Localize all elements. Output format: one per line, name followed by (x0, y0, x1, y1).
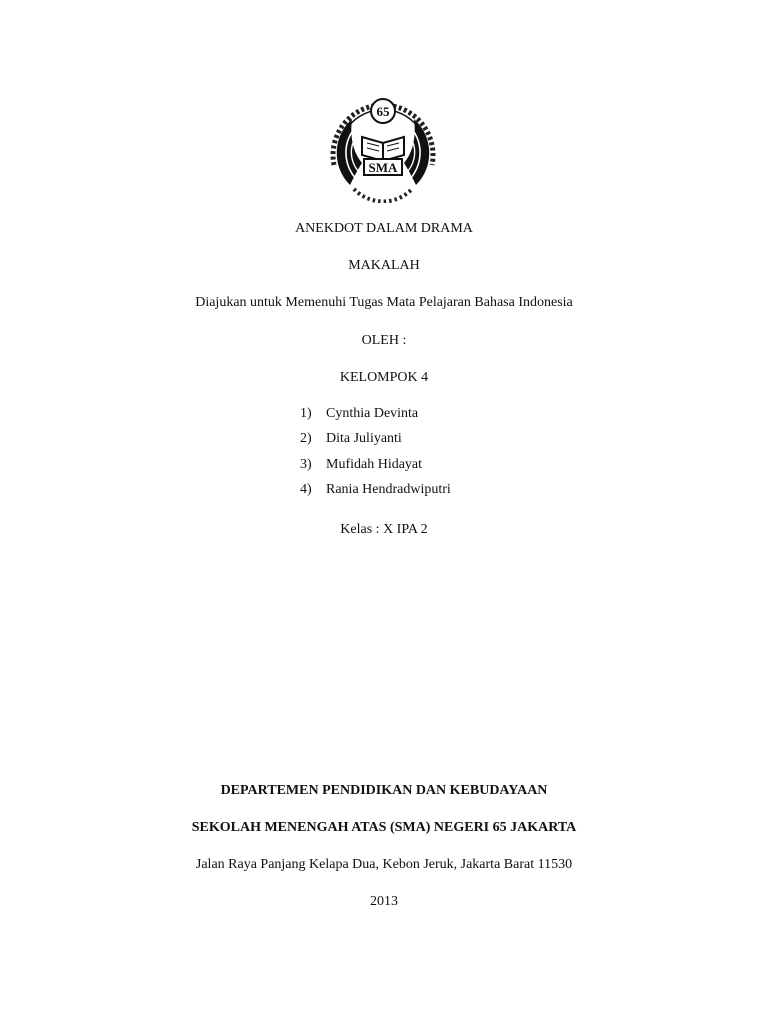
member-number: 1) (300, 406, 312, 421)
list-item (300, 456, 451, 481)
member-name: Rania Hendradwiputri (326, 481, 451, 497)
list-item (300, 481, 451, 506)
school-emblem-icon (320, 93, 446, 203)
document-year: 2013 (370, 894, 398, 909)
document-purpose: Diajukan untuk Memenuhi Tugas Mata Pelajaran Bahasa Indonesia (195, 295, 573, 310)
department-name: DEPARTEMEN PENDIDIKAN DAN KEBUDAYAAN (220, 783, 548, 798)
class-label: Kelas : X IPA 2 (340, 522, 428, 537)
school-address: Jalan Raya Panjang Kelapa Dua, Kebon Jeruk, Jakarta Barat 11530 (195, 857, 573, 872)
member-number: 4) (300, 481, 312, 497)
list-item (300, 430, 451, 455)
member-list (300, 405, 451, 506)
group-name: KELOMPOK 4 (339, 370, 429, 385)
emblem-number: 65 (376, 104, 390, 119)
member-name: Mufidah Hidayat (326, 456, 423, 472)
list-item (300, 405, 451, 430)
school-name: SEKOLAH MENENGAH ATAS (SMA) NEGERI 65 JAKARTA (191, 820, 577, 835)
document-title: ANEKDOT DALAM DRAMA (295, 221, 473, 236)
emblem-initials: SMA (368, 160, 398, 175)
document-type: MAKALAH (348, 258, 420, 273)
member-number: 2) (300, 431, 312, 447)
member-name: Cynthia Devinta (326, 406, 419, 421)
member-name: Dita Juliyanti (326, 431, 402, 447)
member-number: 3) (300, 456, 312, 472)
by-label: OLEH : (361, 333, 407, 348)
